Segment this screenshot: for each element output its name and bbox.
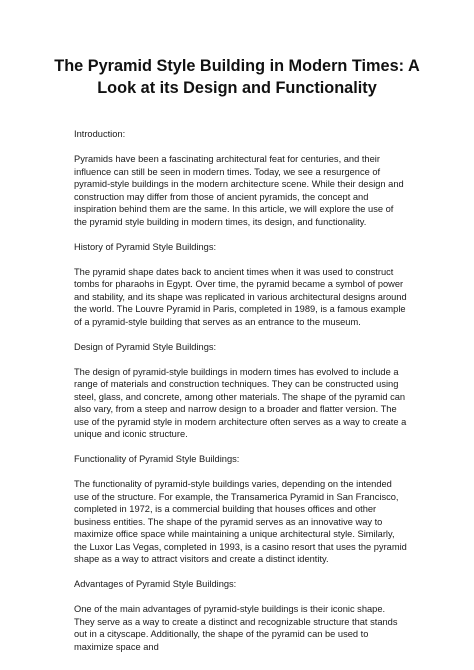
- section-paragraph-history: The pyramid shape dates back to ancient times when it was used to construct tombs for pharaohs in Egypt. Over time, the pyramid became a symbol of power and stability, and its shape was replicated in various architectural designs around the world. The Louvre Pyramid in Paris, completed in 1989, is a famous example of a pyramid-style building that serves as an entrance to the museum.: [74, 266, 407, 327]
- section-paragraph-introduction: Pyramids have been a fascinating architectural feat for centuries, and their influence can still be seen in modern times. Today, we see a resurgence of pyramid-style buildings in the modern architecture scene. While their design and construction may differ from those of ancient pyramids, the concept and inspiration behind them are the same. In this article, we will explore the use of the pyramid style building in modern times, its design, and functionality.: [74, 154, 404, 227]
- section-paragraph-advantages: One of the main advantages of pyramid-style buildings is their iconic shape. They serve as a way to create a distinct and recognizable structure that stands out in a cityscape. Additionally, the shape of the pyramid can be used to maximize space and: [74, 604, 398, 652]
- document-body: [74, 128, 408, 666]
- section-heading-design: Design of Pyramid Style Buildings:: [74, 341, 217, 352]
- section-heading-functionality: Functionality of Pyramid Style Buildings:: [74, 454, 240, 464]
- section-heading-introduction: Introduction:: [74, 129, 126, 139]
- document-title: The Pyramid Style Building in Modern Times: A Look at its Design and Functionality: [54, 57, 420, 97]
- section-heading-advantages: Advantages of Pyramid Style Buildings:: [74, 579, 237, 589]
- section-heading-history: History of Pyramid Style Buildings:: [74, 241, 217, 252]
- section-paragraph-functionality: The functionality of pyramid-style buildings varies, depending on the intended use of the structure. For example, the Transamerica Pyramid in San Francisco, completed in 1972, is a commercial building that houses offices and other business entities. The shape of the pyramid serves as an innovative way to maximize office space while maintaining a unique architectural style. Similarly, the Luxor Las Vegas, completed in 1993, is a casino resort that uses the pyramid shape as a way to attract visitors and create a distinct identity.: [74, 479, 407, 564]
- section-paragraph-design: The design of pyramid-style buildings in modern times has evolved to include a range of materials and construction techniques. They can be constructed using steel, glass, and concrete, among other materials. The shape of the pyramid can also vary, from a steep and narrow design to a broader and flatter version. The use of the pyramid style in modern architecture often serves as a way to create a unique and iconic structure.: [74, 366, 407, 439]
